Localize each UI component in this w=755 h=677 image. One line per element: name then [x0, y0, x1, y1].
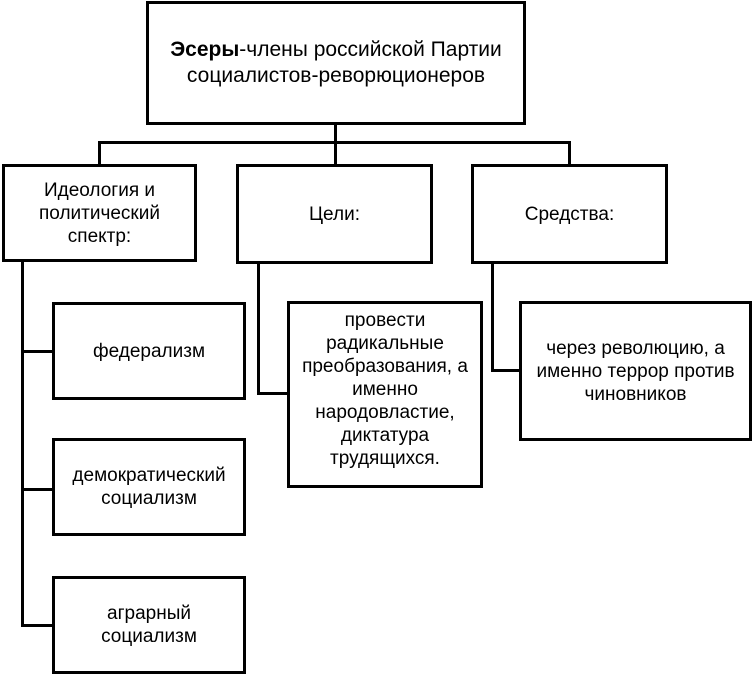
root-text	[170, 37, 502, 89]
branch-goals-label: Цели:	[309, 203, 360, 225]
ideology-item-label: демократический социализм	[72, 465, 226, 509]
means-spine	[491, 262, 494, 372]
ideology-item-agrarian-socialism	[52, 576, 246, 674]
drop-goals	[334, 141, 337, 166]
goals-tick	[257, 392, 289, 395]
ideology-tick-3	[21, 624, 54, 627]
root-rest-text: -члены российской Партии социалистов-реворюционеров	[186, 38, 502, 87]
ideology-tick-1	[21, 350, 54, 353]
ideology-item-label: федерализм	[92, 340, 206, 362]
branch-goals-box	[236, 164, 433, 264]
branch-means-box	[471, 164, 668, 264]
ideology-tick-2	[21, 488, 54, 491]
ideology-item-label: аграрный социализм	[101, 603, 197, 647]
ideology-item-federalism	[52, 302, 246, 400]
drop-means	[568, 141, 571, 166]
ideology-item-democratic-socialism	[52, 438, 246, 536]
means-item-box	[519, 301, 752, 441]
drop-ideology	[98, 141, 101, 166]
goals-item-label: провести радикальные преобразования, а именно народовластие, диктатура трудящихся.	[302, 310, 468, 469]
branch-ideology-box	[2, 164, 197, 262]
means-item-label: через революцию, а именно террор против чиновников	[536, 337, 735, 405]
root-bold-text: Эсеры	[170, 38, 240, 61]
goals-item-box	[287, 301, 483, 488]
root-box	[146, 1, 526, 125]
branch-means-label: Средства:	[524, 203, 615, 225]
branch-ideology-label: Идеология и политический спектр:	[39, 179, 160, 247]
ideology-spine	[21, 260, 24, 626]
goals-spine	[257, 262, 260, 395]
